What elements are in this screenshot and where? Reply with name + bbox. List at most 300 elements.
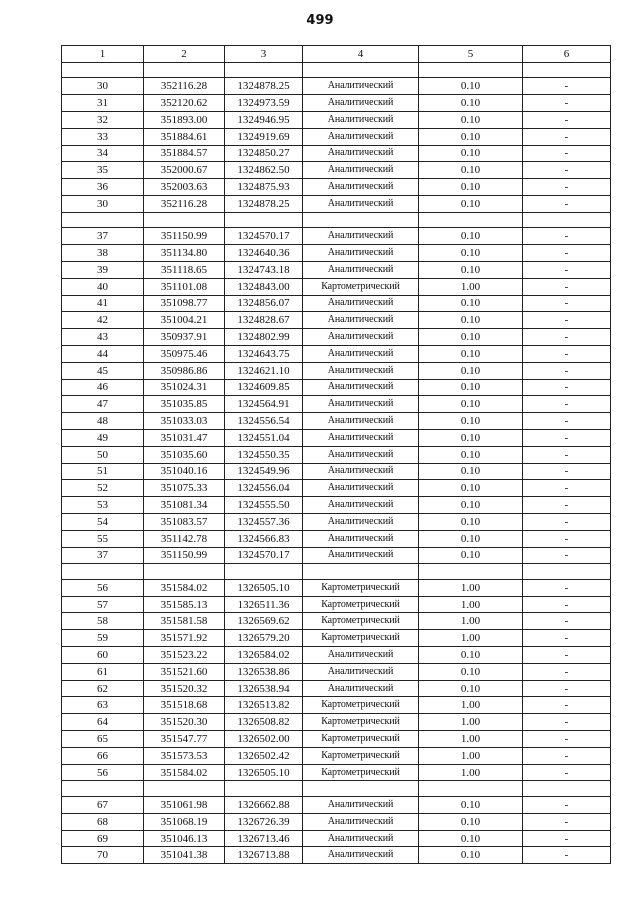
table-cell-col-5: 0.10 (419, 295, 523, 312)
table-cell-col-4: Аналитический (303, 312, 419, 329)
table-cell-col-5: 0.10 (419, 245, 523, 262)
table-cell-col-4: Картометрический (303, 579, 419, 596)
table-cell-col-1: 34 (62, 145, 144, 162)
table-cell-col-2: 351031.47 (144, 429, 225, 446)
table-cell-col-2: 351520.30 (144, 714, 225, 731)
table-cell-col-4: Аналитический (303, 362, 419, 379)
table-cell-col-5: 0.10 (419, 195, 523, 212)
empty-cell (523, 564, 611, 580)
table-cell-col-6: - (523, 596, 611, 613)
table-cell-col-1: 61 (62, 663, 144, 680)
table-cell-col-5: 0.10 (419, 830, 523, 847)
table-cell-col-3: 1326726.39 (225, 813, 303, 830)
table-cell-col-1: 53 (62, 497, 144, 514)
table-cell-col-5: 0.10 (419, 513, 523, 530)
table-cell-col-1: 42 (62, 312, 144, 329)
table-spacer-row (62, 781, 611, 797)
table-cell-col-4: Аналитический (303, 145, 419, 162)
empty-cell (144, 564, 225, 580)
empty-cell (62, 564, 144, 580)
table-cell-col-4: Аналитический (303, 463, 419, 480)
table-cell-col-5: 0.10 (419, 847, 523, 864)
table-cell-col-6: - (523, 245, 611, 262)
empty-cell (523, 781, 611, 797)
table-cell-col-1: 69 (62, 830, 144, 847)
table-cell-col-3: 1324802.99 (225, 329, 303, 346)
empty-cell (225, 212, 303, 228)
table-cell-col-6: - (523, 613, 611, 630)
table-cell-col-2: 351520.32 (144, 680, 225, 697)
table-cell-col-1: 38 (62, 245, 144, 262)
table-cell-col-5: 0.10 (419, 78, 523, 95)
table-cell-col-4: Аналитический (303, 497, 419, 514)
table-cell-col-3: 1324919.69 (225, 128, 303, 145)
empty-cell (225, 781, 303, 797)
table-cell-col-1: 32 (62, 111, 144, 128)
table-cell-col-3: 1324843.00 (225, 278, 303, 295)
empty-cell (144, 62, 225, 78)
empty-cell (303, 781, 419, 797)
table-cell-col-6: - (523, 195, 611, 212)
table-row (62, 396, 611, 413)
table-cell-col-1: 59 (62, 630, 144, 647)
table-cell-col-5: 0.10 (419, 261, 523, 278)
table-cell-col-2: 351083.57 (144, 513, 225, 530)
table-cell-col-1: 64 (62, 714, 144, 731)
table-row (62, 446, 611, 463)
table-cell-col-3: 1324828.67 (225, 312, 303, 329)
table-cell-col-1: 37 (62, 228, 144, 245)
table-cell-col-6: - (523, 145, 611, 162)
table-cell-col-2: 351004.21 (144, 312, 225, 329)
table-cell-col-2: 351150.99 (144, 547, 225, 564)
table-cell-col-2: 351098.77 (144, 295, 225, 312)
table-cell-col-3: 1324550.35 (225, 446, 303, 463)
table-cell-col-1: 60 (62, 647, 144, 664)
table-row (62, 731, 611, 748)
empty-cell (419, 212, 523, 228)
table-cell-col-3: 1324946.95 (225, 111, 303, 128)
table-cell-col-5: 1.00 (419, 764, 523, 781)
table-cell-col-6: - (523, 547, 611, 564)
column-header-3: 3 (225, 46, 303, 63)
table-cell-col-2: 351101.08 (144, 278, 225, 295)
table-cell-col-5: 0.10 (419, 111, 523, 128)
table-cell-col-2: 352003.63 (144, 179, 225, 196)
table-cell-col-4: Аналитический (303, 647, 419, 664)
table-cell-col-6: - (523, 429, 611, 446)
table-cell-col-2: 351884.61 (144, 128, 225, 145)
table-row (62, 145, 611, 162)
table-spacer-row (62, 62, 611, 78)
table-cell-col-3: 1324643.75 (225, 345, 303, 362)
table-row (62, 697, 611, 714)
table-row (62, 228, 611, 245)
table-row (62, 680, 611, 697)
table-cell-col-1: 33 (62, 128, 144, 145)
table-cell-col-1: 40 (62, 278, 144, 295)
table-cell-col-3: 1324609.85 (225, 379, 303, 396)
table-row (62, 463, 611, 480)
table-cell-col-6: - (523, 847, 611, 864)
empty-cell (62, 212, 144, 228)
table-cell-col-5: 0.10 (419, 813, 523, 830)
table-row (62, 513, 611, 530)
table-cell-col-6: - (523, 731, 611, 748)
table-cell-col-6: - (523, 697, 611, 714)
table-cell-col-3: 1324621.10 (225, 362, 303, 379)
table-row (62, 295, 611, 312)
table-cell-col-3: 1324878.25 (225, 78, 303, 95)
table-cell-col-6: - (523, 396, 611, 413)
table-cell-col-2: 350975.46 (144, 345, 225, 362)
table-row (62, 95, 611, 112)
table-cell-col-1: 54 (62, 513, 144, 530)
table-cell-col-1: 41 (62, 295, 144, 312)
table-cell-col-4: Аналитический (303, 530, 419, 547)
table-cell-col-5: 0.10 (419, 680, 523, 697)
table-cell-col-6: - (523, 312, 611, 329)
table-cell-col-6: - (523, 413, 611, 430)
table-row (62, 312, 611, 329)
table-cell-col-2: 351884.57 (144, 145, 225, 162)
table-cell-col-6: - (523, 663, 611, 680)
table-row (62, 830, 611, 847)
table-cell-col-1: 62 (62, 680, 144, 697)
table-cell-col-6: - (523, 497, 611, 514)
table-row (62, 480, 611, 497)
table-cell-col-4: Аналитический (303, 847, 419, 864)
table-cell-col-1: 31 (62, 95, 144, 112)
table-cell-col-1: 56 (62, 579, 144, 596)
table-cell-col-3: 1324878.25 (225, 195, 303, 212)
table-cell-col-4: Картометрический (303, 613, 419, 630)
table-cell-col-2: 351035.60 (144, 446, 225, 463)
table-row (62, 429, 611, 446)
table-cell-col-2: 351081.34 (144, 497, 225, 514)
table-cell-col-2: 351046.13 (144, 830, 225, 847)
table-cell-col-3: 1324570.17 (225, 547, 303, 564)
table-cell-col-2: 351571.92 (144, 630, 225, 647)
table-cell-col-6: - (523, 329, 611, 346)
table-cell-col-2: 351142.78 (144, 530, 225, 547)
table-row (62, 647, 611, 664)
table-cell-col-1: 50 (62, 446, 144, 463)
table-row (62, 362, 611, 379)
table-cell-col-5: 0.10 (419, 179, 523, 196)
table-cell-col-5: 0.10 (419, 128, 523, 145)
table-cell-col-4: Аналитический (303, 830, 419, 847)
empty-cell (303, 62, 419, 78)
table-cell-col-3: 1324551.04 (225, 429, 303, 446)
table-cell-col-3: 1326569.62 (225, 613, 303, 630)
table-cell-col-4: Аналитический (303, 245, 419, 262)
table-cell-col-4: Картометрический (303, 596, 419, 613)
table-cell-col-3: 1326505.10 (225, 764, 303, 781)
empty-cell (303, 564, 419, 580)
table-cell-col-5: 1.00 (419, 596, 523, 613)
table-cell-col-4: Аналитический (303, 513, 419, 530)
table-cell-col-3: 1326502.00 (225, 731, 303, 748)
table-cell-col-6: - (523, 647, 611, 664)
table-cell-col-4: Аналитический (303, 379, 419, 396)
table-cell-col-1: 39 (62, 261, 144, 278)
table-row (62, 128, 611, 145)
table-cell-col-4: Аналитический (303, 295, 419, 312)
table-cell-col-3: 1326505.10 (225, 579, 303, 596)
table-cell-col-4: Аналитический (303, 162, 419, 179)
table-cell-col-1: 68 (62, 813, 144, 830)
table-cell-col-3: 1324640.36 (225, 245, 303, 262)
table-cell-col-2: 351035.85 (144, 396, 225, 413)
table-cell-col-4: Аналитический (303, 480, 419, 497)
table-cell-col-3: 1326584.02 (225, 647, 303, 664)
table-cell-col-5: 0.10 (419, 530, 523, 547)
table-cell-col-2: 352120.62 (144, 95, 225, 112)
table-cell-col-2: 351061.98 (144, 797, 225, 814)
table-cell-col-4: Аналитический (303, 547, 419, 564)
table-cell-col-2: 352000.67 (144, 162, 225, 179)
table-cell-col-2: 351547.77 (144, 731, 225, 748)
table-cell-col-4: Аналитический (303, 345, 419, 362)
table-cell-col-4: Аналитический (303, 261, 419, 278)
table-row (62, 764, 611, 781)
table-cell-col-5: 0.10 (419, 162, 523, 179)
table-row (62, 413, 611, 430)
table-cell-col-1: 55 (62, 530, 144, 547)
table-cell-col-4: Аналитический (303, 813, 419, 830)
table-cell-col-5: 1.00 (419, 630, 523, 647)
table-cell-col-4: Аналитический (303, 78, 419, 95)
table-cell-col-4: Картометрический (303, 764, 419, 781)
table-cell-col-4: Картометрический (303, 747, 419, 764)
table-cell-col-1: 37 (62, 547, 144, 564)
table-cell-col-1: 48 (62, 413, 144, 430)
table-cell-col-5: 0.10 (419, 663, 523, 680)
table-cell-col-3: 1326579.20 (225, 630, 303, 647)
table-cell-col-1: 30 (62, 78, 144, 95)
empty-cell (419, 781, 523, 797)
table-cell-col-3: 1324556.04 (225, 480, 303, 497)
table-cell-col-5: 0.10 (419, 228, 523, 245)
table-cell-col-1: 65 (62, 731, 144, 748)
table-cell-col-6: - (523, 830, 611, 847)
table-cell-col-3: 1326538.86 (225, 663, 303, 680)
table-cell-col-2: 351150.99 (144, 228, 225, 245)
table-header-row (62, 46, 611, 63)
table-cell-col-3: 1324557.36 (225, 513, 303, 530)
table-cell-col-3: 1326513.82 (225, 697, 303, 714)
table-row (62, 714, 611, 731)
column-header-4: 4 (303, 46, 419, 63)
table-cell-col-5: 1.00 (419, 278, 523, 295)
table-cell-col-3: 1324875.93 (225, 179, 303, 196)
table-cell-col-6: - (523, 379, 611, 396)
table-cell-col-1: 63 (62, 697, 144, 714)
table-cell-col-5: 1.00 (419, 714, 523, 731)
table-cell-col-4: Аналитический (303, 663, 419, 680)
table-cell-col-6: - (523, 480, 611, 497)
table-cell-col-5: 0.10 (419, 145, 523, 162)
table-cell-col-2: 351041.38 (144, 847, 225, 864)
table-row (62, 596, 611, 613)
table-cell-col-2: 351581.58 (144, 613, 225, 630)
table-cell-col-4: Картометрический (303, 630, 419, 647)
table-cell-col-1: 47 (62, 396, 144, 413)
table-row (62, 547, 611, 564)
table-cell-col-5: 0.10 (419, 647, 523, 664)
table-row (62, 813, 611, 830)
table-cell-col-2: 351024.31 (144, 379, 225, 396)
table-cell-col-4: Аналитический (303, 179, 419, 196)
table-cell-col-3: 1324973.59 (225, 95, 303, 112)
empty-cell (225, 62, 303, 78)
table-cell-col-3: 1326538.94 (225, 680, 303, 697)
table-row (62, 613, 611, 630)
table-cell-col-3: 1324556.54 (225, 413, 303, 430)
table-cell-col-2: 351118.65 (144, 261, 225, 278)
table-cell-col-6: - (523, 797, 611, 814)
table-cell-col-6: - (523, 446, 611, 463)
table-cell-col-5: 0.10 (419, 429, 523, 446)
table-cell-col-3: 1326511.36 (225, 596, 303, 613)
table-row (62, 497, 611, 514)
table-cell-col-4: Аналитический (303, 429, 419, 446)
table-cell-col-6: - (523, 278, 611, 295)
table-cell-col-4: Картометрический (303, 278, 419, 295)
table-row (62, 278, 611, 295)
table-cell-col-2: 352116.28 (144, 195, 225, 212)
table-cell-col-4: Картометрический (303, 714, 419, 731)
table-cell-col-1: 44 (62, 345, 144, 362)
table-cell-col-3: 1326502.42 (225, 747, 303, 764)
table-cell-col-5: 0.10 (419, 446, 523, 463)
table-cell-col-4: Аналитический (303, 195, 419, 212)
empty-cell (303, 212, 419, 228)
table-cell-col-1: 52 (62, 480, 144, 497)
empty-cell (62, 781, 144, 797)
table-cell-col-6: - (523, 513, 611, 530)
table-cell-col-5: 0.10 (419, 480, 523, 497)
table-row (62, 579, 611, 596)
table-cell-col-4: Аналитический (303, 329, 419, 346)
table-row (62, 630, 611, 647)
table-cell-col-3: 1326662.88 (225, 797, 303, 814)
table-row (62, 530, 611, 547)
table-cell-col-2: 350986.86 (144, 362, 225, 379)
table-cell-col-5: 0.10 (419, 95, 523, 112)
table-cell-col-5: 1.00 (419, 613, 523, 630)
table-row (62, 111, 611, 128)
table-cell-col-2: 351573.53 (144, 747, 225, 764)
table-cell-col-6: - (523, 463, 611, 480)
table-row (62, 261, 611, 278)
table-cell-col-4: Аналитический (303, 228, 419, 245)
table-cell-col-5: 0.10 (419, 396, 523, 413)
empty-cell (419, 62, 523, 78)
table-cell-col-5: 1.00 (419, 579, 523, 596)
table-cell-col-1: 30 (62, 195, 144, 212)
table-cell-col-1: 49 (62, 429, 144, 446)
table-cell-col-6: - (523, 630, 611, 647)
table-cell-col-6: - (523, 162, 611, 179)
table-row (62, 162, 611, 179)
table-cell-col-2: 351584.02 (144, 764, 225, 781)
table-row (62, 379, 611, 396)
table-cell-col-2: 351075.33 (144, 480, 225, 497)
table-cell-col-5: 1.00 (419, 747, 523, 764)
table-cell-col-2: 350937.91 (144, 329, 225, 346)
empty-cell (144, 781, 225, 797)
table-spacer-row (62, 564, 611, 580)
empty-cell (523, 212, 611, 228)
table-cell-col-4: Аналитический (303, 446, 419, 463)
table-row (62, 329, 611, 346)
table-cell-col-1: 35 (62, 162, 144, 179)
table-cell-col-6: - (523, 111, 611, 128)
table-cell-col-1: 57 (62, 596, 144, 613)
table-spacer-row (62, 212, 611, 228)
table-cell-col-5: 0.10 (419, 329, 523, 346)
table-cell-col-4: Аналитический (303, 128, 419, 145)
empty-cell (225, 564, 303, 580)
empty-cell (62, 62, 144, 78)
table-cell-col-4: Аналитический (303, 111, 419, 128)
table-cell-col-6: - (523, 530, 611, 547)
table-cell-col-2: 351040.16 (144, 463, 225, 480)
table-cell-col-6: - (523, 228, 611, 245)
empty-cell (144, 212, 225, 228)
table-cell-col-1: 70 (62, 847, 144, 864)
table-cell-col-3: 1326713.46 (225, 830, 303, 847)
column-header-2: 2 (144, 46, 225, 63)
table-cell-col-1: 46 (62, 379, 144, 396)
table-cell-col-6: - (523, 95, 611, 112)
empty-cell (523, 62, 611, 78)
table-cell-col-4: Картометрический (303, 697, 419, 714)
table-cell-col-5: 0.10 (419, 379, 523, 396)
table-cell-col-5: 0.10 (419, 797, 523, 814)
table-cell-col-5: 1.00 (419, 731, 523, 748)
table-cell-col-4: Аналитический (303, 797, 419, 814)
table-row (62, 245, 611, 262)
table-cell-col-3: 1324566.83 (225, 530, 303, 547)
table-cell-col-2: 351521.60 (144, 663, 225, 680)
table-cell-col-1: 36 (62, 179, 144, 196)
table-cell-col-6: - (523, 764, 611, 781)
table-cell-col-2: 352116.28 (144, 78, 225, 95)
table-cell-col-5: 0.10 (419, 312, 523, 329)
column-header-5: 5 (419, 46, 523, 63)
table-cell-col-6: - (523, 295, 611, 312)
table-cell-col-1: 56 (62, 764, 144, 781)
table-cell-col-6: - (523, 714, 611, 731)
coordinates-table (61, 45, 611, 864)
table-cell-col-4: Аналитический (303, 680, 419, 697)
table-row (62, 179, 611, 196)
table-cell-col-2: 351068.19 (144, 813, 225, 830)
table-cell-col-1: 51 (62, 463, 144, 480)
table-cell-col-1: 66 (62, 747, 144, 764)
table-row (62, 663, 611, 680)
table-cell-col-6: - (523, 345, 611, 362)
table-cell-col-2: 351033.03 (144, 413, 225, 430)
table-row (62, 195, 611, 212)
table-cell-col-6: - (523, 813, 611, 830)
table-cell-col-2: 351893.00 (144, 111, 225, 128)
table-cell-col-3: 1324549.96 (225, 463, 303, 480)
table-cell-col-4: Аналитический (303, 95, 419, 112)
